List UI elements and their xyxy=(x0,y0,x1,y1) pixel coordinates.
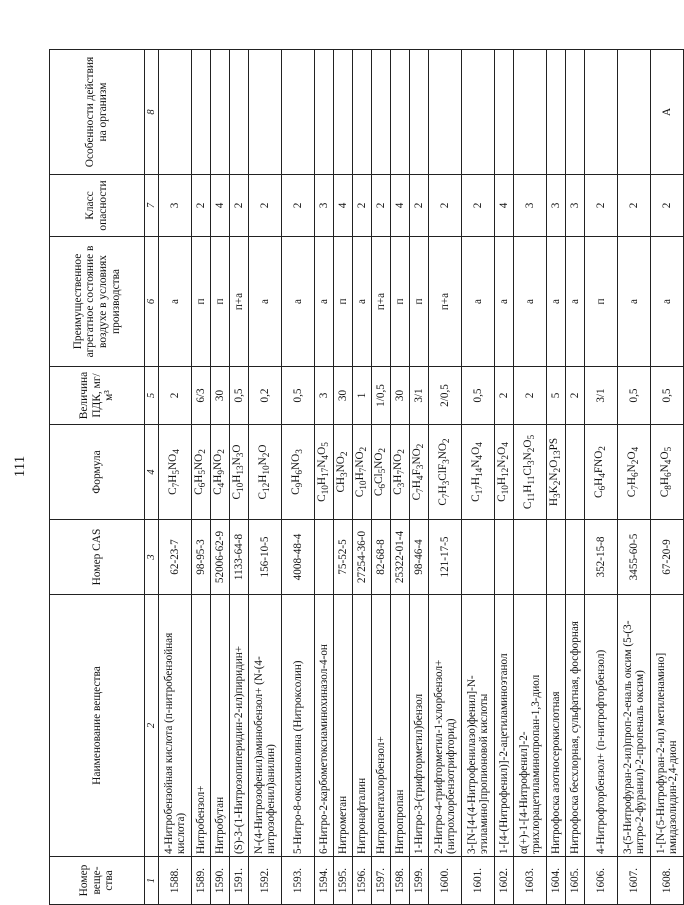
aggregate-state: п xyxy=(334,237,353,367)
formula: $C_{12}H_{10}N_2O$ xyxy=(249,425,282,520)
hazard-class: 2 xyxy=(353,175,372,237)
formula: $C_7H_4F_3NO_2$ xyxy=(410,425,429,520)
cas-number: 67-20-9 xyxy=(651,520,684,595)
aggregate-state: п+а xyxy=(230,237,249,367)
cas-number: 62-23-7 xyxy=(159,520,192,595)
row-number: 1599. xyxy=(410,857,429,905)
formula: $C_9H_6NO_3$ xyxy=(282,425,315,520)
cas-number xyxy=(566,520,585,595)
cas-number: 82-68-8 xyxy=(372,520,391,595)
cas-number: 27254-36-0 xyxy=(353,520,372,595)
header-state: Преимущественное агрегатное состояние в воздухе в условиях производства xyxy=(50,237,145,367)
pdk-value: 30 xyxy=(211,367,230,425)
table-row xyxy=(462,50,495,905)
substance-name: 3-(5-Нитрофуран-2-ил)проп-2-еналь оксим (5-(3-нитро-2-фуранил)-2-пропеналь оксим) xyxy=(618,595,651,857)
cas-number: 4008-48-4 xyxy=(282,520,315,595)
features xyxy=(514,50,547,175)
features xyxy=(334,50,353,175)
row-number: 1596. xyxy=(353,857,372,905)
substance-name: Нитробутан xyxy=(211,595,230,857)
formula: $C_7H_5NO_4$ xyxy=(159,425,192,520)
row-number: 1608. xyxy=(651,857,684,905)
pdk-value: 3/1 xyxy=(410,367,429,425)
table-row xyxy=(429,50,462,905)
features xyxy=(391,50,410,175)
features xyxy=(618,50,651,175)
cas-number: 75-52-5 xyxy=(334,520,353,595)
header-cas: Номер CAS xyxy=(50,520,145,595)
hazard-class: 2 xyxy=(585,175,618,237)
substance-name: N-(4-Нитрозофенил)аминобензол+ (N-(4-нитрозофенил)анилин) xyxy=(249,595,282,857)
hazard-class: 2 xyxy=(462,175,495,237)
table-row xyxy=(249,50,282,905)
hazard-class: 3 xyxy=(315,175,334,237)
table-row xyxy=(211,50,230,905)
formula: $C_{10}H_{13}N_3O$ xyxy=(230,425,249,520)
formula: $C_6H_4FNO_2$ xyxy=(585,425,618,520)
header-name: Наименование вещества xyxy=(50,595,145,857)
substance-name: Нитрометан xyxy=(334,595,353,857)
aggregate-state: а xyxy=(462,237,495,367)
pdk-value: 2 xyxy=(566,367,585,425)
cas-number: 98-46-4 xyxy=(410,520,429,595)
row-number: 1594. xyxy=(315,857,334,905)
formula: $C_7H_6N_2O_4$ xyxy=(618,425,651,520)
row-number: 1591. xyxy=(230,857,249,905)
pdk-value: 0,5 xyxy=(230,367,249,425)
cas-number: 1133-64-8 xyxy=(230,520,249,595)
features xyxy=(211,50,230,175)
aggregate-state: п xyxy=(211,237,230,367)
row-number: 1601. xyxy=(462,857,495,905)
aggregate-state: п+а xyxy=(429,237,462,367)
table-row xyxy=(410,50,429,905)
pdk-value: 0,5 xyxy=(618,367,651,425)
cas-number: 25322-01-4 xyxy=(391,520,410,595)
table-row xyxy=(495,50,514,905)
formula: $C_6H_5NO_2$ xyxy=(192,425,211,520)
row-number: 1595. xyxy=(334,857,353,905)
formula: $C_8H_6N_4O_5$ xyxy=(651,425,684,520)
aggregate-state: а xyxy=(353,237,372,367)
header-formula: Формула xyxy=(50,425,145,520)
aggregate-state: а xyxy=(514,237,547,367)
pdk-value: 1 xyxy=(353,367,372,425)
formula xyxy=(566,425,585,520)
formula: $C_{10}H_7NO_2$ xyxy=(353,425,372,520)
column-number: 6 xyxy=(145,237,159,367)
table-row xyxy=(315,50,334,905)
features xyxy=(547,50,566,175)
hazard-class: 2 xyxy=(618,175,651,237)
pdk-value: 0,5 xyxy=(462,367,495,425)
substance-name: 2-Нитро-4-трифторметил-1-хлорбензол+ (нитрохлорбензотрифторид) xyxy=(429,595,462,857)
substance-name: 6-Нитро-2-карбометоксиаминохиназол-4-он xyxy=(315,595,334,857)
row-number: 1589. xyxy=(192,857,211,905)
aggregate-state: п xyxy=(192,237,211,367)
pdk-value: 2 xyxy=(514,367,547,425)
pdk-value: 3 xyxy=(315,367,334,425)
aggregate-state: п xyxy=(410,237,429,367)
row-number: 1605. xyxy=(566,857,585,905)
formula: $C_3H_7NO_2$ xyxy=(391,425,410,520)
features xyxy=(495,50,514,175)
column-number: 3 xyxy=(145,520,159,595)
substance-name: Нитропентахлорбензол+ xyxy=(372,595,391,857)
substance-name: 1-[N-(5-Нитрофуран-2-ил) метиленамино] имидазолидин-2,4-дион xyxy=(651,595,684,857)
substance-name: Нитропропан xyxy=(391,595,410,857)
row-number: 1588. xyxy=(159,857,192,905)
formula: $C_7H_3ClF_3NO_2$ xyxy=(429,425,462,520)
features xyxy=(462,50,495,175)
pdk-value: 2 xyxy=(495,367,514,425)
hazard-class: 3 xyxy=(566,175,585,237)
features xyxy=(372,50,391,175)
column-number: 8 xyxy=(145,50,159,175)
table-row xyxy=(372,50,391,905)
table-row xyxy=(353,50,372,905)
table-body xyxy=(159,50,684,905)
aggregate-state: п xyxy=(585,237,618,367)
pdk-value: 30 xyxy=(334,367,353,425)
features xyxy=(429,50,462,175)
table-row xyxy=(585,50,618,905)
cas-number: 98-95-3 xyxy=(192,520,211,595)
cas-number xyxy=(514,520,547,595)
aggregate-state: п xyxy=(391,237,410,367)
table-row xyxy=(514,50,547,905)
pdk-value: 0,5 xyxy=(282,367,315,425)
pdk-value: 2/0,5 xyxy=(429,367,462,425)
pdk-value: 3/1 xyxy=(585,367,618,425)
hazard-class: 3 xyxy=(547,175,566,237)
pdk-value: 30 xyxy=(391,367,410,425)
features xyxy=(410,50,429,175)
formula: $H_3K_2N_2O_{13}PS$ xyxy=(547,425,566,520)
formula: $CH_3NO_2$ xyxy=(334,425,353,520)
hazard-class: 2 xyxy=(651,175,684,237)
features xyxy=(585,50,618,175)
hazard-class: 4 xyxy=(495,175,514,237)
substance-name: Нитробензол+ xyxy=(192,595,211,857)
hazard-class: 3 xyxy=(159,175,192,237)
formula: $C_{11}H_{11}Cl_3N_2O_5$ xyxy=(514,425,547,520)
substance-name: Нитрофоска бесхлорная, сульфатная, фосфорная xyxy=(566,595,585,857)
hazard-class: 4 xyxy=(391,175,410,237)
table-row xyxy=(192,50,211,905)
aggregate-state: а xyxy=(566,237,585,367)
features xyxy=(315,50,334,175)
table-row xyxy=(391,50,410,905)
formula: $C_6Cl_5NO_2$ xyxy=(372,425,391,520)
hazard-class: 2 xyxy=(282,175,315,237)
substance-name: α(+)-1-[4-Нитрофенил]-2-трихлорацетиламинопропан-1,3-диол xyxy=(514,595,547,857)
aggregate-state: а xyxy=(282,237,315,367)
formula: $C_{17}H_{14}N_4O_4$ xyxy=(462,425,495,520)
aggregate-state: а xyxy=(495,237,514,367)
aggregate-state: а xyxy=(651,237,684,367)
substance-name: Нитрофоска азотносерокислотная xyxy=(547,595,566,857)
substance-name: Нитронафталин xyxy=(353,595,372,857)
row-number: 1597. xyxy=(372,857,391,905)
pdk-value: 0,2 xyxy=(249,367,282,425)
features xyxy=(249,50,282,175)
cas-number xyxy=(547,520,566,595)
row-number: 1590. xyxy=(211,857,230,905)
pdk-value: 5 xyxy=(547,367,566,425)
row-number: 1602. xyxy=(495,857,514,905)
substance-name: 4-Нитробензойная кислота (п-нитробензойная кислота) xyxy=(159,595,192,857)
features xyxy=(192,50,211,175)
substance-name: 3-[N-[4-(4-Нитрофенилазо)фенил]-N-этиламино]пропионовой кислоты xyxy=(462,595,495,857)
column-number: 5 xyxy=(145,367,159,425)
cas-number: 121-17-5 xyxy=(429,520,462,595)
pdk-value: 6/3 xyxy=(192,367,211,425)
cas-number: 3455-60-5 xyxy=(618,520,651,595)
aggregate-state: а xyxy=(547,237,566,367)
aggregate-state: а xyxy=(618,237,651,367)
features xyxy=(159,50,192,175)
row-number: 1604. xyxy=(547,857,566,905)
cas-number: 52006-62-9 xyxy=(211,520,230,595)
row-number: 1603. xyxy=(514,857,547,905)
hazard-class: 2 xyxy=(410,175,429,237)
table-row xyxy=(651,50,684,905)
row-number: 1592. xyxy=(249,857,282,905)
row-number: 1606. xyxy=(585,857,618,905)
column-number: 7 xyxy=(145,175,159,237)
column-number: 1 xyxy=(145,857,159,905)
page-number: 111 xyxy=(12,455,29,478)
hazard-class: 2 xyxy=(192,175,211,237)
features: А xyxy=(651,50,684,175)
substance-table xyxy=(49,49,684,905)
substance-name: 4-Нитрофторбензол+ (п-нитрофторбензол) xyxy=(585,595,618,857)
hazard-class: 4 xyxy=(334,175,353,237)
features xyxy=(353,50,372,175)
hazard-class: 4 xyxy=(211,175,230,237)
column-number: 2 xyxy=(145,595,159,857)
hazard-class: 3 xyxy=(514,175,547,237)
aggregate-state: а xyxy=(159,237,192,367)
table-row xyxy=(282,50,315,905)
column-number: 4 xyxy=(145,425,159,520)
substance-name: 1-[4-(Нитрофенил)]-2-ацетиламиноэтанол xyxy=(495,595,514,857)
row-number: 1593. xyxy=(282,857,315,905)
pdk-value: 0,5 xyxy=(651,367,684,425)
substance-name: (S)-3-(1-Нитрозопиперидин-2-ил)пиридин+ xyxy=(230,595,249,857)
cas-number: 156-10-5 xyxy=(249,520,282,595)
table-row xyxy=(159,50,192,905)
aggregate-state: а xyxy=(315,237,334,367)
table-row xyxy=(547,50,566,905)
formula: $C_4H_9NO_2$ xyxy=(211,425,230,520)
substance-name: 5-Нитро-8-оксихинолина (Нитроксолин) xyxy=(282,595,315,857)
pdk-value: 1/0,5 xyxy=(372,367,391,425)
cas-number xyxy=(495,520,514,595)
formula: $C_{10}H_{12}N_2O_4$ xyxy=(495,425,514,520)
formula: $C_{10}H_{17}N_4O_5$ xyxy=(315,425,334,520)
header-number: Номер веще-ства xyxy=(50,857,145,905)
cas-number xyxy=(462,520,495,595)
cas-number: 352-15-8 xyxy=(585,520,618,595)
hazard-class: 2 xyxy=(230,175,249,237)
hazard-class: 2 xyxy=(249,175,282,237)
aggregate-state: п+а xyxy=(372,237,391,367)
table-row xyxy=(618,50,651,905)
substance-name: 1-Нитро-3-(трифторметил)бензол xyxy=(410,595,429,857)
substance-table-rotated xyxy=(49,50,679,905)
aggregate-state: а xyxy=(249,237,282,367)
features xyxy=(566,50,585,175)
features xyxy=(282,50,315,175)
header-features: Особенности действия на организм xyxy=(50,50,145,175)
table-row xyxy=(566,50,585,905)
cas-number xyxy=(315,520,334,595)
row-number: 1600. xyxy=(429,857,462,905)
features xyxy=(230,50,249,175)
row-number: 1598. xyxy=(391,857,410,905)
row-number: 1607. xyxy=(618,857,651,905)
table-row xyxy=(230,50,249,905)
header-pdk: Величина ПДК, мг/м³ xyxy=(50,367,145,425)
header-class: Класс опасности xyxy=(50,175,145,237)
hazard-class: 2 xyxy=(372,175,391,237)
hazard-class: 2 xyxy=(429,175,462,237)
table-row xyxy=(334,50,353,905)
pdk-value: 2 xyxy=(159,367,192,425)
